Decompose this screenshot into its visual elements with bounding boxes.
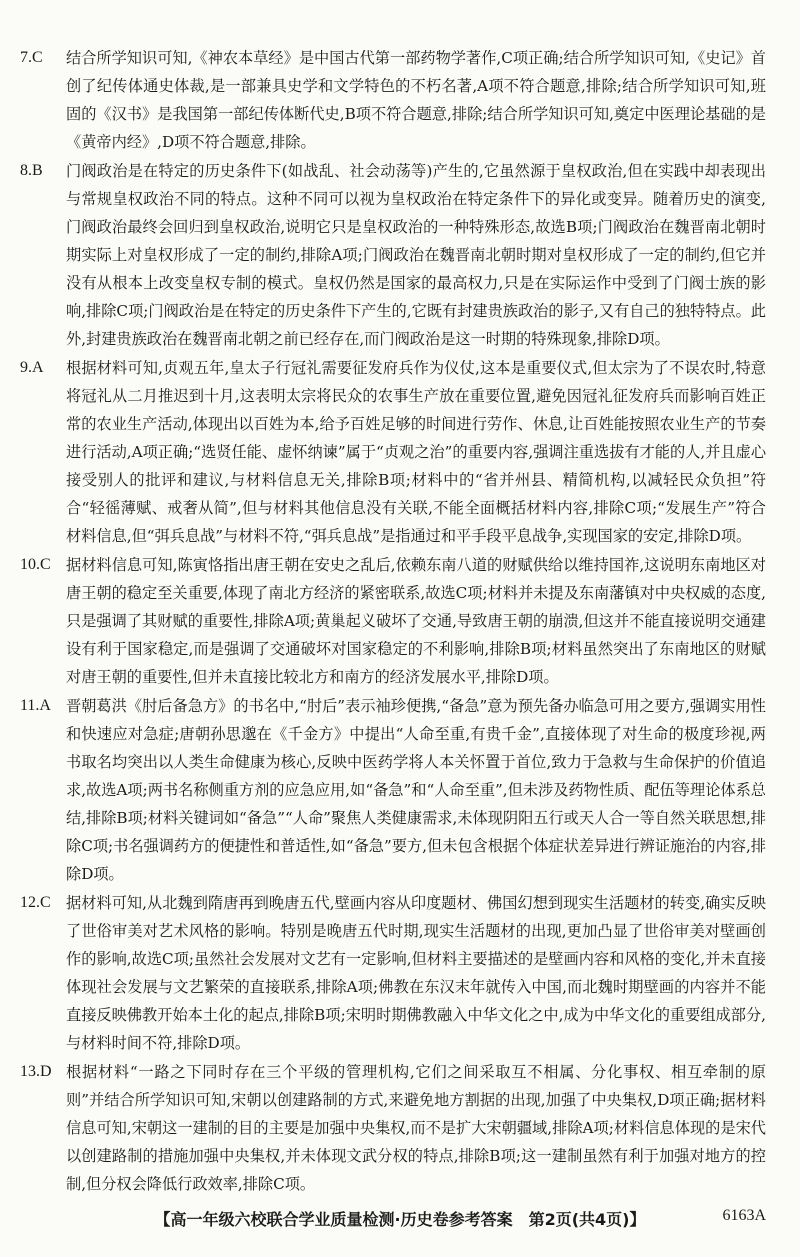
answer-number: 12.C [20,894,51,911]
answer-number: 9.A [20,359,44,376]
answer-text: 结合所学知识可知,《神农本草经》是中国古代第一部药物学著作,C项正确;结合所学知识可知,《史记》首创了纪传体通史体裁,是一部兼具史学和文学特色的不朽名著,A项不符合题意,排除;结合所学知识可知,班固的《汉书》是我国第一部纪传体断代史,B项不符合题意,排除;结合所学知识可知,奠定中医理论基础的是《黄帝内经》,D项不符合题意,排除。 [66,49,766,151]
answer-number: 10.C [20,556,51,573]
answer-text: 根据材料可知,贞观五年,皇太子行冠礼需要征发府兵作为仪仗,这本是重要仪式,但太宗为了不误农时,特意将冠礼从二月推迟到十月,这表明太宗将民众的农事生产放在重要位置,避免因冠礼征发府兵而影响百姓正常的农业生产活动,体现出以百姓为本,给予百姓足够的时间进行劳作、休息,让百姓能按照农业生产的节奏进行活动,A项正确;“选贤任能、虚怀纳谏”属于“贞观之治”的重要内容,强调注重选拔有才能的人,并且虚心接受别人的批评和建议,与材料信息无关,排除B项;材料中的“省并州县、精简机构,以减轻民众负担”符合“轻徭薄赋、戒奢从简”,但与材料其他信息没有关联,不能全面概括材料内容,排除C项;“发展生产”符合材料信息,但“弭兵息战”与材料不符,“弭兵息战”是指通过和平手段平息战争,实现国家的安定,排除D项。 [66,359,766,545]
answer-number: 8.B [20,162,43,179]
answer-text: 据材料信息可知,陈寅恪指出唐王朝在安史之乱后,依赖东南八道的财赋供给以维持国祚,这说明东南地区对唐王朝的稳定至关重要,体现了南北方经济的紧密联系,故选C项;材料并未提及东南藩镇对中央权威的态度,只是强调了其财赋的重要性,排除A项;黄巢起义破坏了交通,导致唐王朝的崩溃,但这并不能直接说明交通建设有利于国家稳定,而是强调了交通破坏对国家稳定的不利影响,排除B项;材料虽然突出了东南地区的财赋对唐王朝的重要性,但并未直接比较北方和南方的经济发展水平,排除D项。 [66,556,766,686]
answer-text: 根据材料“一路之下同时存在三个平级的管理机构,它们之间采取互不相属、分化事权、相互牵制的原则”并结合所学知识可知,宋朝以创建路制的方式,来避免地方割据的出现,加强了中央集权,D项正确;据材料信息可知,宋朝这一建制的目的主要是加强中央集权,而不是扩大宋朝疆域,排除A项;材料信息体现的是宋代以创建路制的措施加强中央集权,并未体现文武分权的特点,排除B项;这一建制虽然有利于加强对地方的控制,但分权会降低行政效率,排除C项。 [66,1063,766,1193]
document-code: 6163A [722,1207,766,1224]
answer-text: 门阀政治是在特定的历史条件下(如战乱、社会动荡等)产生的,它虽然源于皇权政治,但在实践中却表现出与常规皇权政治不同的特点。这种不同可以视为皇权政治在特定条件下的异化或变异。随着历史的演变,门阀政治最终会回归到皇权政治,说明它只是皇权政治的一种特殊形态,故选B项;门阀政治在魏晋南北朝时期实际上对皇权形成了一定的制约,排除A项;门阀政治在魏晋南北朝时期对皇权形成了一定的制约,但它并没有从根本上改变皇权专制的模式。皇权仍然是国家的最高权力,只是在实际运作中受到了门阀士族的影响,排除C项;门阀政治是在特定的历史条件下产生的,它既有封建贵族政治的影子,又有自己的独特特点。此外,封建贵族政治在魏晋南北朝之前已经存在,而门阀政治是这一时期的特殊现象,排除D项。 [66,162,766,348]
answer-text: 晋朝葛洪《肘后备急方》的书名中,“肘后”表示袖珍便携,“备急”意为预先备办临急可用之要方,强调实用性和快速应对急症;唐朝孙思邈在《千金方》中提出“人命至重,有贵千金”,直接体现了对生命的极度珍视,两书取名均突出以人类生命健康为核心,反映中医药学将人本关怀置于首位,致力于急救与生命保护的价值追求,故选A项;两书名称侧重方剂的应急应用,如“备急”和“人命至重”,但未涉及药物性质、配伍等理论体系总结,排除B项;材料关键词如“备急”“人命”聚焦人类健康需求,未体现阴阳五行或天人合一等自然关联思想,排除C项;书名强调药方的便捷性和普适性,如“备急”要方,但未包含根据个体症状差异进行辨证施治的内容,排除D项。 [66,697,766,883]
answer-10 [20,551,766,691]
answer-text: 据材料可知,从北魏到隋唐再到晚唐五代,壁画内容从印度题材、佛国幻想到现实生活题材的转变,确实反映了世俗审美对艺术风格的影响。特别是晚唐五代时期,现实生活题材的出现,更加凸显了世俗审美对壁画创作的影响,故选C项;虽然社会发展对文艺有一定影响,但材料主要描述的是壁画内容和风格的变化,并未直接体现社会发展与文艺繁荣的直接联系,排除A项;佛教在东汉末年就传入中国,而北魏时期壁画的内容并不能直接反映佛教开始本土化的起点,排除B项;宋明时期佛教融入中华文化之中,成为中华文化的重要组成部分,与材料时间不符,排除D项。 [66,894,766,1052]
page-footer [0,1207,800,1237]
answer-13 [20,1058,766,1198]
answer-7 [20,44,766,156]
footer-title: 【高一年级六校联合学业质量检测·历史卷参考答案 第2页(共4页)】 [154,1210,646,1229]
answer-8 [20,157,766,353]
answer-number: 13.D [20,1063,52,1080]
answer-9 [20,354,766,550]
answer-12 [20,889,766,1057]
answer-number: 7.C [20,49,43,66]
answer-number: 11.A [20,697,51,714]
answer-11 [20,692,766,888]
